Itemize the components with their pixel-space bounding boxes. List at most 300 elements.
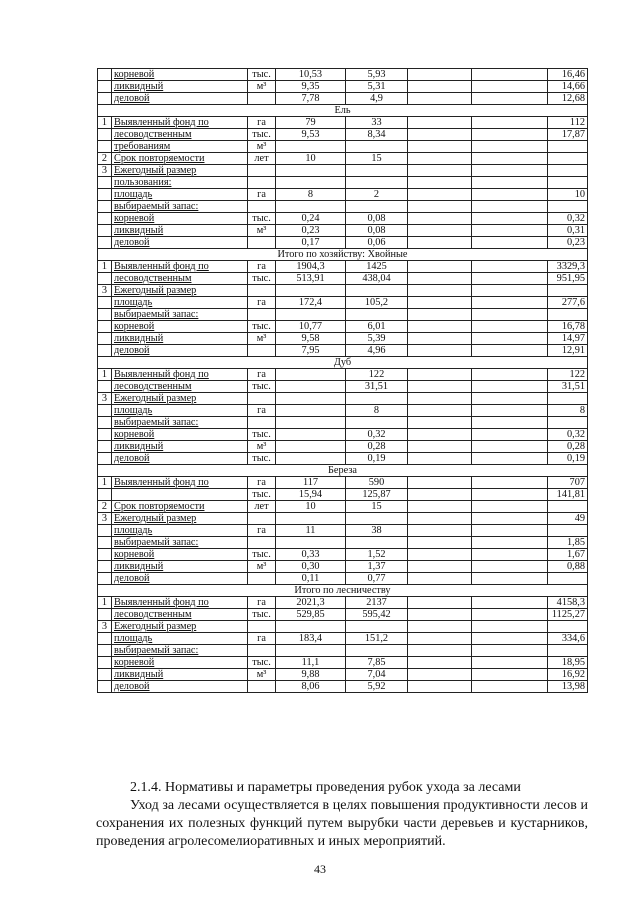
total-cell — [548, 525, 588, 537]
row-label: корневой — [112, 429, 248, 441]
unit-cell — [248, 417, 276, 429]
empty-cell — [408, 549, 472, 561]
total-cell: 277,6 — [548, 297, 588, 309]
empty-cell — [408, 417, 472, 429]
empty-cell — [472, 561, 548, 573]
value-group-1: 183,4 — [276, 633, 346, 645]
unit-cell: м³ — [248, 141, 276, 153]
total-cell: 3329,3 — [548, 261, 588, 273]
table-row — [98, 333, 588, 345]
value-group-2: 1425 — [346, 261, 408, 273]
table-row — [98, 669, 588, 681]
row-number: 2 — [98, 501, 112, 513]
table-row — [98, 393, 588, 405]
row-label: лесоводственным — [112, 273, 248, 285]
row-label: деловой — [112, 345, 248, 357]
value-group-1 — [276, 177, 346, 189]
empty-cell — [472, 621, 548, 633]
value-group-2: 31,51 — [346, 381, 408, 393]
value-group-1: 513,91 — [276, 273, 346, 285]
value-group-2: 595,42 — [346, 609, 408, 621]
total-cell: 12,68 — [548, 93, 588, 105]
value-group-1: 9,58 — [276, 333, 346, 345]
value-group-2: 8 — [346, 405, 408, 417]
unit-cell: га — [248, 189, 276, 201]
value-group-2 — [346, 309, 408, 321]
unit-cell — [248, 93, 276, 105]
section-row — [98, 585, 588, 597]
table-row — [98, 405, 588, 417]
row-label: деловой — [112, 453, 248, 465]
value-group-2: 122 — [346, 369, 408, 381]
empty-cell — [472, 189, 548, 201]
value-group-1 — [276, 537, 346, 549]
value-group-1: 9,53 — [276, 129, 346, 141]
empty-cell — [472, 525, 548, 537]
empty-cell — [472, 537, 548, 549]
value-group-2: 5,93 — [346, 69, 408, 81]
row-number — [98, 429, 112, 441]
section-row — [98, 249, 588, 261]
row-label: Выявленный фонд по — [112, 369, 248, 381]
value-group-2 — [346, 645, 408, 657]
empty-cell — [472, 513, 548, 525]
value-group-2 — [346, 141, 408, 153]
table-row — [98, 129, 588, 141]
unit-cell: тыс. — [248, 381, 276, 393]
row-number — [98, 561, 112, 573]
row-label: Ежегодный размер — [112, 621, 248, 633]
unit-cell: га — [248, 477, 276, 489]
table-row — [98, 453, 588, 465]
unit-cell: м³ — [248, 561, 276, 573]
empty-cell — [472, 477, 548, 489]
empty-cell — [408, 621, 472, 633]
empty-cell — [472, 393, 548, 405]
value-group-2 — [346, 417, 408, 429]
value-group-1 — [276, 201, 346, 213]
empty-cell — [408, 345, 472, 357]
row-number — [98, 381, 112, 393]
row-number — [98, 681, 112, 693]
value-group-2: 5,92 — [346, 681, 408, 693]
table-row — [98, 153, 588, 165]
empty-cell — [408, 669, 472, 681]
unit-cell — [248, 513, 276, 525]
empty-cell — [408, 597, 472, 609]
table-row — [98, 213, 588, 225]
value-group-1: 0,33 — [276, 549, 346, 561]
unit-cell: лет — [248, 153, 276, 165]
empty-cell — [408, 177, 472, 189]
row-number: 3 — [98, 285, 112, 297]
value-group-2: 33 — [346, 117, 408, 129]
table-row — [98, 501, 588, 513]
empty-cell — [408, 237, 472, 249]
row-number — [98, 93, 112, 105]
unit-cell — [248, 177, 276, 189]
row-number — [98, 525, 112, 537]
table-row — [98, 381, 588, 393]
table-row — [98, 609, 588, 621]
value-group-1: 2021,3 — [276, 597, 346, 609]
row-label: площадь — [112, 525, 248, 537]
value-group-1: 1904,3 — [276, 261, 346, 273]
empty-cell — [408, 93, 472, 105]
row-number — [98, 417, 112, 429]
value-group-1: 11 — [276, 525, 346, 537]
table-row — [98, 417, 588, 429]
value-group-2: 105,2 — [346, 297, 408, 309]
value-group-2: 151,2 — [346, 633, 408, 645]
empty-cell — [472, 333, 548, 345]
empty-cell — [472, 657, 548, 669]
value-group-1 — [276, 309, 346, 321]
empty-cell — [472, 669, 548, 681]
value-group-1: 0,17 — [276, 237, 346, 249]
empty-cell — [472, 441, 548, 453]
empty-cell — [472, 429, 548, 441]
value-group-1 — [276, 381, 346, 393]
empty-cell — [408, 297, 472, 309]
unit-cell: га — [248, 405, 276, 417]
unit-cell: тыс. — [248, 129, 276, 141]
row-number — [98, 69, 112, 81]
table-row — [98, 93, 588, 105]
empty-cell — [472, 117, 548, 129]
row-number — [98, 213, 112, 225]
row-number: 2 — [98, 153, 112, 165]
row-number: 1 — [98, 261, 112, 273]
row-number — [98, 309, 112, 321]
total-cell — [548, 285, 588, 297]
row-label: выбираемый запас: — [112, 537, 248, 549]
row-label: пользования: — [112, 177, 248, 189]
empty-cell — [472, 597, 548, 609]
empty-cell — [472, 237, 548, 249]
row-number — [98, 453, 112, 465]
value-group-1: 11,1 — [276, 657, 346, 669]
row-number — [98, 669, 112, 681]
value-group-1: 8,06 — [276, 681, 346, 693]
total-cell — [548, 417, 588, 429]
value-group-2: 4,9 — [346, 93, 408, 105]
unit-cell: м³ — [248, 81, 276, 93]
value-group-1 — [276, 141, 346, 153]
empty-cell — [408, 513, 472, 525]
row-number — [98, 405, 112, 417]
empty-cell — [472, 273, 548, 285]
row-number — [98, 573, 112, 585]
table-row — [98, 117, 588, 129]
row-label: деловой — [112, 93, 248, 105]
row-label: требованиям — [112, 141, 248, 153]
table-row — [98, 369, 588, 381]
total-cell: 951,95 — [548, 273, 588, 285]
table-row — [98, 549, 588, 561]
empty-cell — [408, 501, 472, 513]
empty-cell — [408, 321, 472, 333]
table-row — [98, 321, 588, 333]
table-row — [98, 429, 588, 441]
empty-cell — [408, 225, 472, 237]
total-cell: 0,28 — [548, 441, 588, 453]
row-number — [98, 81, 112, 93]
row-number — [98, 177, 112, 189]
empty-cell — [408, 453, 472, 465]
value-group-1 — [276, 513, 346, 525]
row-label: деловой — [112, 681, 248, 693]
table-row — [98, 345, 588, 357]
value-group-1: 7,95 — [276, 345, 346, 357]
table-body — [98, 69, 588, 693]
value-group-2: 38 — [346, 525, 408, 537]
row-label: ликвидный — [112, 81, 248, 93]
empty-cell — [408, 633, 472, 645]
unit-cell — [248, 201, 276, 213]
row-number: 3 — [98, 165, 112, 177]
value-group-1: 10 — [276, 153, 346, 165]
empty-cell — [408, 393, 472, 405]
row-number: 3 — [98, 621, 112, 633]
row-label: ликвидный — [112, 333, 248, 345]
total-cell: 49 — [548, 513, 588, 525]
table-row — [98, 441, 588, 453]
total-cell: 1,85 — [548, 537, 588, 549]
unit-cell — [248, 309, 276, 321]
total-cell: 17,87 — [548, 129, 588, 141]
total-cell — [548, 645, 588, 657]
unit-cell: га — [248, 261, 276, 273]
row-label: Выявленный фонд по — [112, 477, 248, 489]
total-cell: 0,31 — [548, 225, 588, 237]
table-row — [98, 645, 588, 657]
unit-cell: м³ — [248, 225, 276, 237]
total-cell: 0,88 — [548, 561, 588, 573]
empty-cell — [472, 381, 548, 393]
value-group-2 — [346, 201, 408, 213]
table-row — [98, 573, 588, 585]
table-row — [98, 189, 588, 201]
section-title: Береза — [98, 465, 588, 477]
empty-cell — [472, 201, 548, 213]
table-row — [98, 537, 588, 549]
table-row — [98, 285, 588, 297]
row-number — [98, 549, 112, 561]
value-group-1: 10 — [276, 501, 346, 513]
value-group-2: 1,37 — [346, 561, 408, 573]
empty-cell — [408, 405, 472, 417]
value-group-1 — [276, 645, 346, 657]
row-label: деловой — [112, 237, 248, 249]
row-label: корневой — [112, 69, 248, 81]
value-group-1 — [276, 441, 346, 453]
table-row — [98, 513, 588, 525]
unit-cell: га — [248, 297, 276, 309]
value-group-1: 7,78 — [276, 93, 346, 105]
value-group-1 — [276, 621, 346, 633]
unit-cell — [248, 165, 276, 177]
table-row — [98, 525, 588, 537]
value-group-2 — [346, 177, 408, 189]
value-group-1 — [276, 393, 346, 405]
unit-cell: га — [248, 597, 276, 609]
row-label: выбираемый запас: — [112, 417, 248, 429]
empty-cell — [408, 333, 472, 345]
table-row — [98, 597, 588, 609]
value-group-1: 9,88 — [276, 669, 346, 681]
total-cell: 10 — [548, 189, 588, 201]
unit-cell: тыс. — [248, 489, 276, 501]
empty-cell — [472, 69, 548, 81]
empty-cell — [408, 609, 472, 621]
table-row — [98, 657, 588, 669]
empty-cell — [408, 153, 472, 165]
empty-cell — [408, 165, 472, 177]
row-number — [98, 345, 112, 357]
unit-cell: тыс. — [248, 69, 276, 81]
value-group-1: 0,23 — [276, 225, 346, 237]
empty-cell — [472, 225, 548, 237]
total-cell — [548, 309, 588, 321]
row-number: 3 — [98, 513, 112, 525]
row-label: Выявленный фонд по — [112, 261, 248, 273]
row-number: 1 — [98, 477, 112, 489]
empty-cell — [408, 117, 472, 129]
empty-cell — [408, 69, 472, 81]
row-number — [98, 237, 112, 249]
row-number — [98, 657, 112, 669]
empty-cell — [408, 141, 472, 153]
total-cell — [548, 153, 588, 165]
table-row — [98, 81, 588, 93]
empty-cell — [408, 273, 472, 285]
unit-cell: м³ — [248, 441, 276, 453]
row-number — [98, 297, 112, 309]
row-label: лесоводственным — [112, 609, 248, 621]
empty-cell — [472, 129, 548, 141]
unit-cell: тыс. — [248, 273, 276, 285]
total-cell: 141,81 — [548, 489, 588, 501]
value-group-1: 117 — [276, 477, 346, 489]
unit-cell: га — [248, 525, 276, 537]
empty-cell — [472, 213, 548, 225]
empty-cell — [408, 201, 472, 213]
value-group-2: 5,39 — [346, 333, 408, 345]
empty-cell — [408, 489, 472, 501]
total-cell: 16,46 — [548, 69, 588, 81]
empty-cell — [472, 141, 548, 153]
empty-cell — [472, 633, 548, 645]
empty-cell — [408, 309, 472, 321]
table-row — [98, 621, 588, 633]
unit-cell — [248, 345, 276, 357]
value-group-2: 15 — [346, 501, 408, 513]
unit-cell — [248, 573, 276, 585]
value-group-1: 8 — [276, 189, 346, 201]
value-group-1 — [276, 429, 346, 441]
value-group-2 — [346, 393, 408, 405]
row-label: лесоводственным — [112, 381, 248, 393]
unit-cell: м³ — [248, 669, 276, 681]
row-label: выбираемый запас: — [112, 309, 248, 321]
row-label: Ежегодный размер — [112, 513, 248, 525]
row-label — [112, 489, 248, 501]
unit-cell — [248, 285, 276, 297]
empty-cell — [472, 321, 548, 333]
table-row — [98, 225, 588, 237]
row-label: Ежегодный размер — [112, 165, 248, 177]
value-group-1: 10,53 — [276, 69, 346, 81]
value-group-2: 6,01 — [346, 321, 408, 333]
total-cell: 1125,27 — [548, 609, 588, 621]
value-group-2: 0,77 — [346, 573, 408, 585]
unit-cell: тыс. — [248, 549, 276, 561]
total-cell: 707 — [548, 477, 588, 489]
unit-cell: тыс. — [248, 213, 276, 225]
unit-cell — [248, 537, 276, 549]
total-cell: 12,91 — [548, 345, 588, 357]
value-group-1: 172,4 — [276, 297, 346, 309]
table-row — [98, 165, 588, 177]
empty-cell — [472, 93, 548, 105]
total-cell: 1,67 — [548, 549, 588, 561]
empty-cell — [408, 657, 472, 669]
row-label: Выявленный фонд по — [112, 597, 248, 609]
value-group-2: 5,31 — [346, 81, 408, 93]
table-row — [98, 273, 588, 285]
table-row — [98, 237, 588, 249]
total-cell: 112 — [548, 117, 588, 129]
value-group-1 — [276, 285, 346, 297]
row-label: Выявленный фонд по — [112, 117, 248, 129]
unit-cell: га — [248, 633, 276, 645]
value-group-2 — [346, 513, 408, 525]
table-row — [98, 69, 588, 81]
empty-cell — [472, 645, 548, 657]
value-group-1: 79 — [276, 117, 346, 129]
row-number — [98, 609, 112, 621]
value-group-2 — [346, 165, 408, 177]
empty-cell — [472, 261, 548, 273]
table-row — [98, 177, 588, 189]
empty-cell — [472, 309, 548, 321]
section-title: Итого по хозяйству: Хвойные — [98, 249, 588, 261]
empty-cell — [408, 681, 472, 693]
table-row — [98, 141, 588, 153]
empty-cell — [408, 261, 472, 273]
total-cell: 31,51 — [548, 381, 588, 393]
felling-volume-table — [97, 68, 588, 693]
row-number — [98, 537, 112, 549]
section-title: Дуб — [98, 357, 588, 369]
value-group-1 — [276, 453, 346, 465]
unit-cell: м³ — [248, 333, 276, 345]
row-label: лесоводственным — [112, 129, 248, 141]
value-group-2: 0,32 — [346, 429, 408, 441]
value-group-2: 0,06 — [346, 237, 408, 249]
unit-cell: тыс. — [248, 657, 276, 669]
row-label: выбираемый запас: — [112, 201, 248, 213]
value-group-1: 0,11 — [276, 573, 346, 585]
value-group-2: 0,28 — [346, 441, 408, 453]
empty-cell — [472, 609, 548, 621]
row-label: Срок повторяемости — [112, 153, 248, 165]
value-group-1 — [276, 417, 346, 429]
total-cell — [548, 621, 588, 633]
value-group-2: 438,04 — [346, 273, 408, 285]
empty-cell — [472, 345, 548, 357]
